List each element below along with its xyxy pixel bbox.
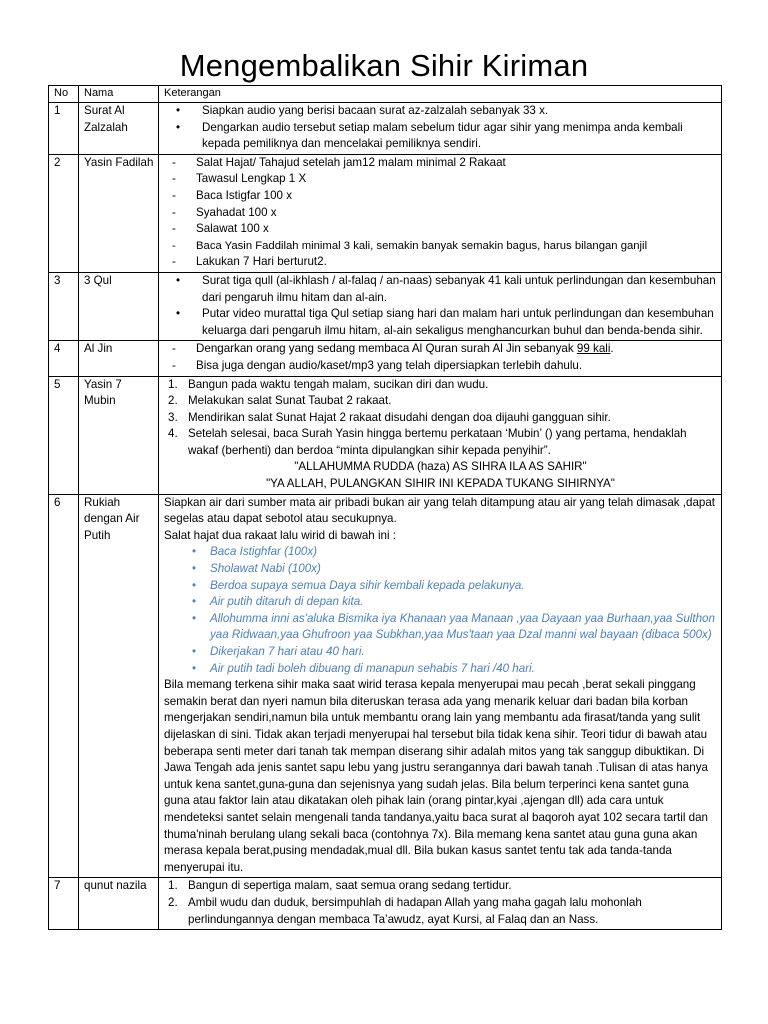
- ruqyah-table: [48, 85, 722, 930]
- item-text: Ambil wudu dan duduk, bersimpuhlah di hadapan Allah yang maha gagah lalu mohonlah perlindungannya dengan membaca Ta’awudz, ayat Kursi, al Falaq dan an Nass.: [188, 895, 642, 926]
- list-item: [164, 393, 717, 410]
- list-item: • Allohumma inni as'aluka Bismika iya Khanaan yaa Manaan ,yaa Dayaan yaa Burhaan,yaa Sulthon yaa Ridwaan,yaa Ghufroon yaa Subkhan,yaa Mus'taan yaa Dzal manni wal bayaan (dibaca 500x): [164, 611, 717, 644]
- list-item: - Baca Yasin Faddilah minimal 3 kali, semakin banyak semakin bagus, harus bilangan ganjil: [164, 238, 717, 255]
- intro-text: Siapkan air dari sumber mata air pribadi bukan air yang telah ditampung atau air yang telah dimasak ,dapat segelas atau dapat sebotol atau secukupnya.: [164, 495, 716, 526]
- table-row: [49, 272, 722, 340]
- list-item: • Baca Istighfar (100x): [164, 544, 717, 561]
- list-item: - Bisa juga dengan audio/kaset/mp3 yang telah dipersiapkan terlebih dahulu.: [164, 358, 717, 375]
- list-item: - Salat Hajat/ Tahajud setelah jam12 malam minimal 2 Rakaat: [164, 155, 717, 172]
- row-no: 1: [49, 103, 79, 155]
- list-item: [164, 341, 717, 358]
- item-text: Bangun di sepertiga malam, saat semua orang sedang tertidur.: [188, 879, 512, 893]
- row-no: 6: [49, 494, 79, 878]
- table-row: [49, 494, 722, 878]
- item-number: 1.: [168, 879, 178, 893]
- item-text: Mendirikan salat Sunat Hajat 2 rakaat disudahi dengan doa dijauhi gangguan sihir.: [188, 410, 611, 424]
- list-item: - Baca Istigfar 100 x: [164, 188, 717, 205]
- row-nama: 3 Qul: [79, 272, 159, 340]
- list-item: - Salawat 100 x: [164, 221, 717, 238]
- row-keterangan: [159, 494, 722, 878]
- list-item: • Siapkan audio yang berisi bacaan surat az-zalzalah sebanyak 33 x.: [164, 103, 717, 120]
- list-item: • Dengarkan audio tersebut setiap malam sebelum tidur agar sihir yang menimpa anda kembali kepada pemiliknya dan mencelakai pemiliknya sendiri.: [164, 120, 717, 153]
- header-nama: Nama: [79, 86, 159, 103]
- item-number: 4.: [168, 427, 178, 441]
- list-item: • Air putih tadi boleh dibuang di manapun sehabis 7 hari /40 hari.: [164, 661, 717, 678]
- list-item: • Berdoa supaya semua Daya sihir kembali kepada pelakunya.: [164, 578, 717, 595]
- header-no: No: [49, 86, 79, 103]
- item-number: 3.: [168, 410, 178, 424]
- list-item: - Tawasul Lengkap 1 X: [164, 171, 717, 188]
- table-row: [49, 154, 722, 272]
- page-title: Mengembalikan Sihir Kiriman: [179, 48, 589, 83]
- intro-text: Salat hajat dua rakaat lalu wirid di bawah ini :: [164, 528, 397, 542]
- row-no: 5: [49, 376, 79, 494]
- item-text: Melakukan salat Sunat Taubat 2 rakaat.: [188, 394, 392, 408]
- table-row: [49, 376, 722, 494]
- prayer-quote-indonesian: "YA ALLAH, PULANGKAN SIHIR INI KEPADA TUKANG SIHIRNYA": [266, 477, 615, 491]
- underlined-count: 99 kali: [576, 342, 611, 356]
- row-keterangan: [159, 272, 722, 340]
- list-item: • Surat tiga qull (al-ikhlash / al-falaq / an-naas) sebanyak 41 kali untuk perlindungan dan kesembuhan dari pengaruh ilmu hitam dan al-ain.: [164, 273, 717, 306]
- table-header-row: [49, 86, 722, 103]
- row-no: 3: [49, 272, 79, 340]
- item-number: 2.: [168, 394, 178, 408]
- header-keterangan: Keterangan: [159, 86, 722, 103]
- list-item: - Syahadat 100 x: [164, 205, 717, 222]
- row-no: 4: [49, 341, 79, 376]
- row-nama: Rukiah dengan Air Putih: [79, 494, 159, 878]
- row-nama: Yasin 7 Mubin: [79, 376, 159, 494]
- item-text: Dengarkan orang yang sedang membaca Al Quran surah Al Jin sebanyak: [196, 342, 577, 356]
- list-item: - Lakukan 7 Hari berturut2.: [164, 254, 717, 271]
- row-nama: Al Jin: [79, 341, 159, 376]
- table-row: [49, 341, 722, 376]
- item-number: 1.: [168, 377, 178, 391]
- item-text: Setelah selesai, baca Surah Yasin hingga bertemu perkataan ‘Mubin’ () yang pertama, hendaklah wakaf (berhenti) dan berdoa “minta dipulangkan sihir kepada penyihir”.: [188, 427, 687, 457]
- list-item: [164, 410, 717, 427]
- row-keterangan: [159, 154, 722, 272]
- row-keterangan: [159, 103, 722, 155]
- row-keterangan: [159, 376, 722, 494]
- list-item: • Dikerjakan 7 hari atau 40 hari.: [164, 644, 717, 661]
- item-text: Bangun pada waktu tengah malam, sucikan diri dan wudu.: [188, 377, 489, 391]
- list-item: • Sholawat Nabi (100x): [164, 561, 717, 578]
- list-item: • Putar video murattal tiga Qul setiap siang hari dan malam hari untuk perlindungan dan kesembuhan keluarga dari pengaruh ilmu hitam, al-ain sekaligus menghancurkan buhul dan benda-benda sihir.: [164, 306, 717, 339]
- row-nama: Surat Al Zalzalah: [79, 103, 159, 155]
- prayer-quote-arabic: "ALLAHUMMA RUDDA (haza) AS SIHRA ILA AS SAHIR": [294, 460, 587, 474]
- list-item: [164, 377, 717, 394]
- row-nama: qunut nazila: [79, 878, 159, 930]
- item-text: .: [610, 342, 614, 356]
- row-keterangan: [159, 341, 722, 376]
- item-number: 2.: [168, 895, 178, 909]
- row-keterangan: [159, 878, 722, 930]
- list-item: [164, 895, 717, 928]
- table-row: [49, 103, 722, 155]
- row-no: 2: [49, 154, 79, 272]
- row-no: 7: [49, 878, 79, 930]
- row-nama: Yasin Fadilah: [79, 154, 159, 272]
- table-row: [49, 878, 722, 930]
- list-item: [164, 878, 717, 895]
- explanation-paragraph: Bila memang terkena sihir maka saat wirid terasa kepala menyerupai mau pecah ,berat sekali pinggang semakin berat dan nyeri namun bila diteruskan terasa ada yang menarik keluar dari badan bila korban mengerjakan sendiri,namun bila untuk membantu orang lain yang membantu ada firasat/tanda yang sulit dijelaskan di sini. Tidak akan terjadi menyerupai hal tersebut bila tidak kena sihir. Teori tidur di bawah atau beberapa senti meter dari tanah tak mempan diserang sihir adalah mitos yang tak sanggup dibuktikan. Di Jawa Tengah ada jenis santet sapu lebu yang justru serangannya dari bawah tanah .Tulisan di atas hanya untuk kena santet,guna-guna dan sejenisnya yang sudah jelas. Bila belum terperinci kena santet guna guna atau faktor lain atau dikatakan oleh pihak lain (orang pintar,kyai ,ajengan dll) ada cara untuk mendeteksi santet selain mengenali tanda tandanya,yaitu baca surat al baqoroh ayat 102 secara tartil dan thuma'ninah berulang ulang sekali baca (contohnya 7x). Bila memang kena santet atau guna guna akan merasa kepala berat,pusing mendadak,mual dll. Bila bukan kasus santet tentu tak ada tanda-tanda menyerupai itu.: [164, 678, 708, 874]
- list-item: [164, 426, 717, 459]
- list-item: • Air putih ditaruh di depan kita.: [164, 594, 717, 611]
